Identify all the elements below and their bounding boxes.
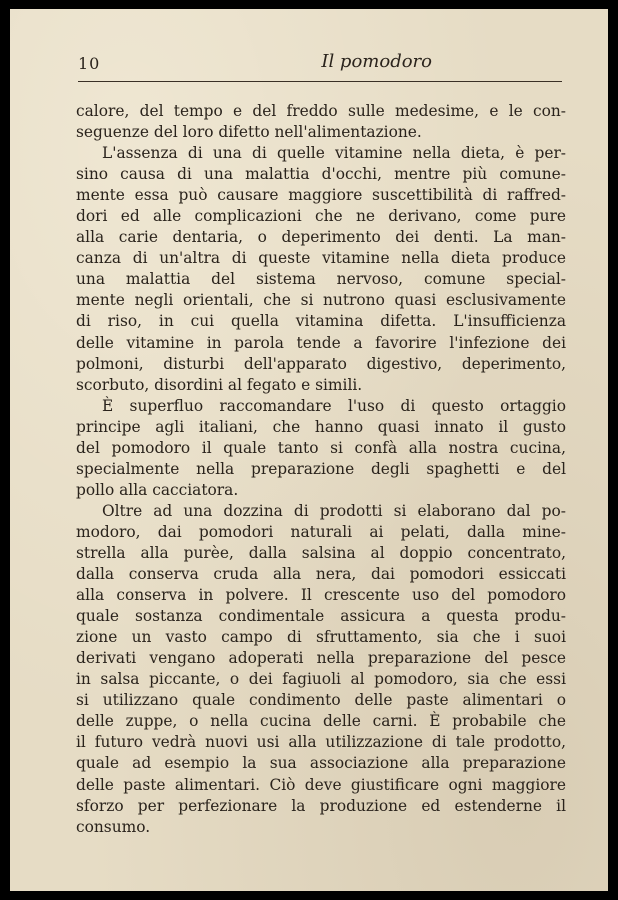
text-line: delle paste alimentari. Ciò deve giustificare ogni maggiore: [76, 775, 566, 794]
text-line: specialmente nella preparazione degli spaghetti e del: [76, 459, 566, 478]
book-page: [10, 9, 608, 891]
text-line: strella alla purèe, dalla salsina al doppio concentrato,: [76, 543, 566, 562]
text-line: modoro, dai pomodori naturali ai pelati, dalla mine-: [76, 522, 566, 541]
page-header: [78, 51, 562, 81]
page-number: 10: [78, 54, 101, 73]
running-title: Il pomodoro: [321, 51, 432, 72]
text-line: zione un vasto campo di sfruttamento, sia che i suoi: [76, 628, 566, 647]
text-line: mente essa può causare maggiore suscettibilità di raffred-: [76, 186, 566, 205]
text-line: sforzo per perfezionare la produzione ed estenderne il: [76, 796, 566, 815]
text-line: È superfluo raccomandare l'uso di questo ortaggio: [102, 396, 566, 415]
text-line: mente negli orientali, che si nutrono quasi esclusivamente: [76, 291, 566, 310]
text-line: in salsa piccante, o dei fagiuoli al pomodoro, sia che essi: [76, 670, 566, 689]
text-line: dalla conserva cruda alla nera, dai pomodori essiccati: [76, 565, 566, 584]
body-text: [76, 101, 566, 838]
text-line: alla conserva in polvere. Il crescente uso del pomodoro: [76, 586, 566, 605]
text-line: del pomodoro il quale tanto si confà alla nostra cucina,: [76, 438, 566, 457]
text-line: sino causa di una malattia d'occhi, mentre più comune-: [76, 165, 566, 184]
text-line: quale ad esempio la sua associazione alla preparazione: [76, 754, 566, 773]
text-line: canza di un'altra di queste vitamine nella dieta produce: [76, 249, 566, 268]
text-line: polmoni, disturbi dell'apparato digestivo, deperimento,: [76, 354, 566, 373]
text-line: L'assenza di una di quelle vitamine nella dieta, è per-: [102, 144, 566, 163]
text-line: si utilizzano quale condimento delle paste alimentari o: [76, 691, 566, 710]
text-line: consumo.: [76, 817, 151, 836]
header-rule: [78, 81, 562, 82]
text-line: delle zuppe, o nella cucina delle carni. È probabile che: [76, 712, 566, 731]
text-line: delle vitamine in parola tende a favorire l'infezione dei: [76, 333, 566, 352]
text-line: scorbuto, disordini al fegato e simili.: [76, 375, 363, 394]
text-line: principe agli italiani, che hanno quasi innato il gusto: [76, 417, 566, 436]
text-line: seguenze del loro difetto nell'alimentazione.: [76, 123, 422, 142]
text-line: Oltre ad una dozzina di prodotti si elaborano dal po-: [102, 501, 566, 520]
text-line: derivati vengano adoperati nella preparazione del pesce: [76, 649, 566, 668]
text-line: calore, del tempo e del freddo sulle medesime, e le con-: [76, 102, 566, 120]
text-line: quale sostanza condimentale assicura a questa produ-: [76, 607, 566, 626]
text-line: il futuro vedrà nuovi usi alla utilizzazione di tale prodotto,: [76, 733, 566, 752]
text-line: pollo alla cacciatora.: [76, 480, 239, 499]
text-line: alla carie dentaria, o deperimento dei denti. La man-: [76, 228, 566, 247]
text-line: di riso, in cui quella vitamina difetta. L'insufficienza: [76, 312, 566, 331]
text-line: una malattia del sistema nervoso, comune special-: [76, 270, 566, 289]
text-line: dori ed alle complicazioni che ne derivano, come pure: [76, 207, 566, 226]
